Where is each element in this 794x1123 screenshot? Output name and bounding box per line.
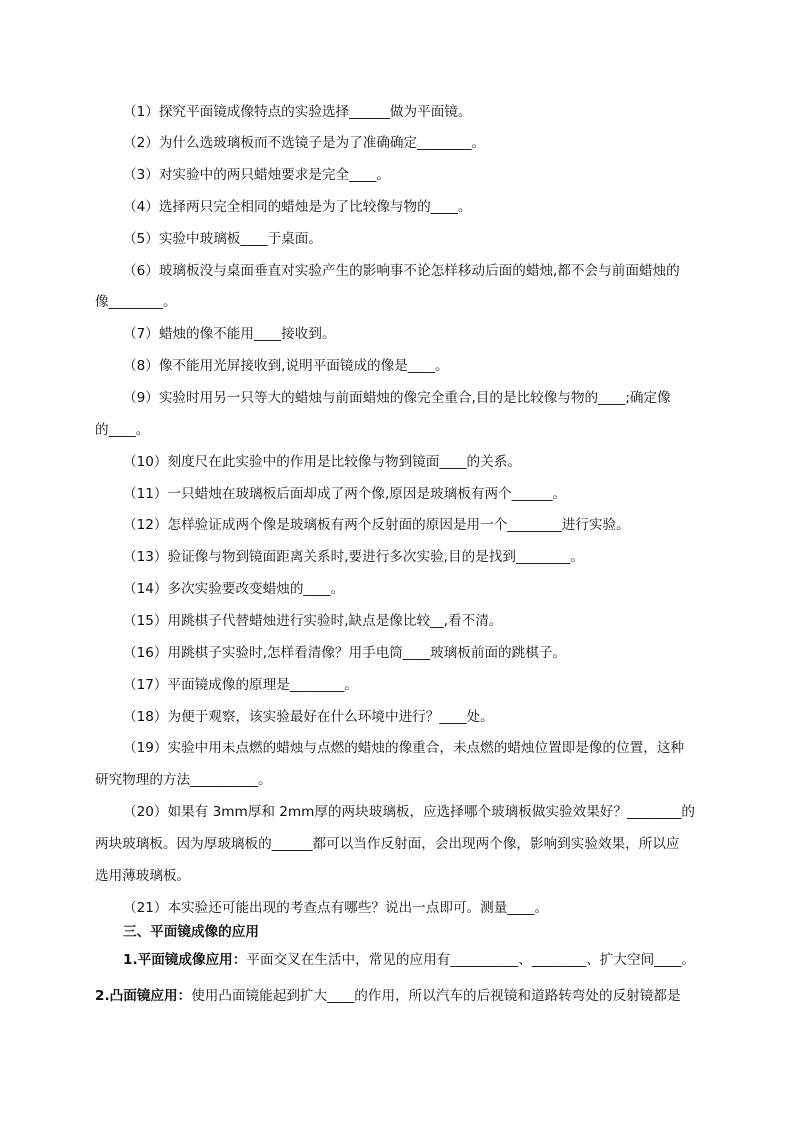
question-14: （14）多次实验要改变蜡烛的____。 — [123, 581, 345, 597]
question-4: （4）选择两只完全相同的蜡烛是为了比较像与物的____。 — [123, 199, 472, 215]
question-9-line-2: 的____。 — [95, 422, 150, 438]
question-16: （16）用跳棋子实验时,怎样看清像？用手电筒____玻璃板前面的跳棋子。 — [123, 645, 567, 661]
question-12: （12）怎样验证成两个像是玻璃板有两个反射面的原因是用一个________进行实验。 — [123, 517, 630, 533]
question-15: （15）用跳棋子代替蜡烛进行实验时,缺点是像比较__,看不清。 — [123, 613, 503, 629]
question-20-line-2: 两块玻璃板。因为厚玻璃板的______都可以当作反射面，会出现两个像，影响到实验效果，所以应 — [95, 836, 680, 852]
question-20-line-3: 选用薄玻璃板。 — [95, 868, 191, 884]
question-9-line-1: （9）实验时用另一只等大的蜡烛与前面蜡烛的像完全重合,目的是比较像与物的____;确定像 — [123, 390, 671, 406]
application-2-text: 使用凸面镜能起到扩大____的作用，所以汽车的后视镜和道路转弯处的反射镜都是 — [191, 988, 681, 1004]
application-1 — [123, 950, 695, 970]
question-2: （2）为什么选玻璃板而不选镜子是为了准确确定________。 — [123, 135, 486, 151]
question-11: （11）一只蜡烛在玻璃板后面却成了两个像,原因是玻璃板有两个______。 — [123, 486, 567, 502]
question-18: （18）为便于观察，该实验最好在什么环境中进行？____处。 — [123, 709, 494, 725]
question-17: （17）平面镜成像的原理是________。 — [123, 677, 358, 693]
question-5: （5）实验中玻璃板____于桌面。 — [123, 231, 322, 247]
question-8: （8）像不能用光屏接收到,说明平面镜成的像是____。 — [123, 358, 449, 374]
application-2 — [95, 986, 681, 1006]
question-20-line-1: （20）如果有 3mm厚和 2mm厚的两块玻璃板，应选择哪个玻璃板做实验效果好？________的 — [123, 804, 695, 820]
application-2-label: 2.凸面镜应用： — [95, 988, 192, 1004]
question-19-line-2: 研究物理的方法__________。 — [95, 772, 272, 788]
question-13: （13）验证像与物到镜面距离关系时,要进行多次实验,目的是找到________。 — [123, 549, 584, 565]
question-6-line-2: 像________。 — [95, 294, 177, 310]
application-1-label: 1.平面镜成像应用： — [123, 952, 247, 968]
question-10: （10）刻度尺在此实验中的作用是比较像与物到镜面____的关系。 — [123, 454, 521, 470]
section-heading: 三、平面镜成像的应用 — [123, 924, 259, 940]
question-7: （7）蜡烛的像不能用____接收到。 — [123, 326, 336, 342]
question-21: （21）本实验还可能出现的考查点有哪些？说出一点即可。测量____。 — [123, 900, 549, 916]
question-3: （3）对实验中的两只蜡烛要求是完全____。 — [123, 167, 390, 183]
application-1-text: 平面交叉在生活中，常见的应用有__________、________、扩大空间____。 — [246, 952, 695, 968]
question-6-line-1: （6）玻璃板没与桌面垂直对实验产生的影响事不论怎样移动后面的蜡烛,都不会与前面蜡烛的 — [123, 263, 680, 279]
question-1: （1）探究平面镜成像特点的实验选择______做为平面镜。 — [123, 104, 472, 120]
question-19-line-1: （19）实验中用未点燃的蜡烛与点燃的蜡烛的像重合，未点燃的蜡烛位置即是像的位置，这种 — [123, 740, 685, 756]
